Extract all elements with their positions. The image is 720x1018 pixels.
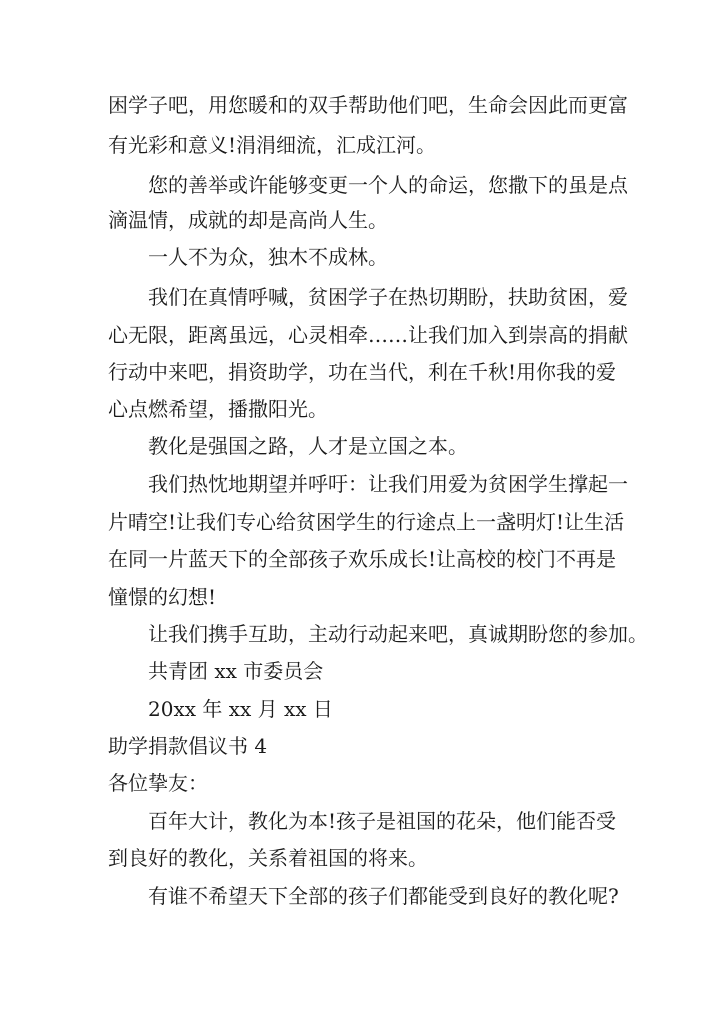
text-line: 一人不为众，独木不成林。 bbox=[148, 245, 388, 269]
text-line: 滴温情，成就的却是高尚人生。 bbox=[108, 208, 388, 232]
text-line: 我们在真情呼喊，贫困学子在热切期盼，扶助贫困，爱 bbox=[148, 285, 628, 309]
text-line: 有谁不希望天下全部的孩子们都能受到良好的教化呢? bbox=[148, 884, 619, 908]
text-line: 行动中来吧，捐资助学，功在当代，利在千秋!用你我的爱 bbox=[108, 360, 617, 384]
text-line: 教化是强国之路，人才是立国之本。 bbox=[148, 434, 468, 458]
text-line: 让我们携手互助，主动行动起来吧，真诚期盼您的参加。 bbox=[148, 622, 648, 646]
text-line: 我们热忱地期望并呼吁：让我们用爱为贫困学生撑起一 bbox=[148, 472, 628, 496]
text-line: 憧憬的幻想! bbox=[108, 585, 217, 609]
date-line: 20xx 年 xx 月 xx 日 bbox=[148, 697, 333, 721]
text-line: 心无限，距离虽远，心灵相牵……让我们加入到崇高的捐献 bbox=[108, 323, 628, 347]
text-line: 您的善举或许能够变更一个人的命运，您撒下的虽是点 bbox=[148, 173, 628, 197]
text-line: 有光彩和意义!涓涓细流，汇成江河。 bbox=[108, 133, 437, 157]
text-line: 百年大计，教化为本!孩子是祖国的花朵，他们能否受 bbox=[148, 809, 617, 833]
text-line: 困学子吧，用您暖和的双手帮助他们吧，生命会因此而更富 bbox=[108, 93, 628, 117]
section-title: 助学捐款倡议书 4 bbox=[108, 734, 268, 758]
organization-signature: 共青团 xx 市委员会 bbox=[148, 659, 324, 683]
text-line: 在同一片蓝天下的全部孩子欢乐成长!让高校的校门不再是 bbox=[108, 547, 617, 571]
text-line: 到良好的教化，关系着祖国的将来。 bbox=[108, 846, 428, 870]
salutation: 各位挚友： bbox=[108, 771, 208, 795]
text-line: 片晴空!让我们专心给贫困学生的行途点上一盏明灯!让生活 bbox=[108, 510, 625, 534]
text-line: 心点燃希望，播撒阳光。 bbox=[108, 397, 328, 421]
